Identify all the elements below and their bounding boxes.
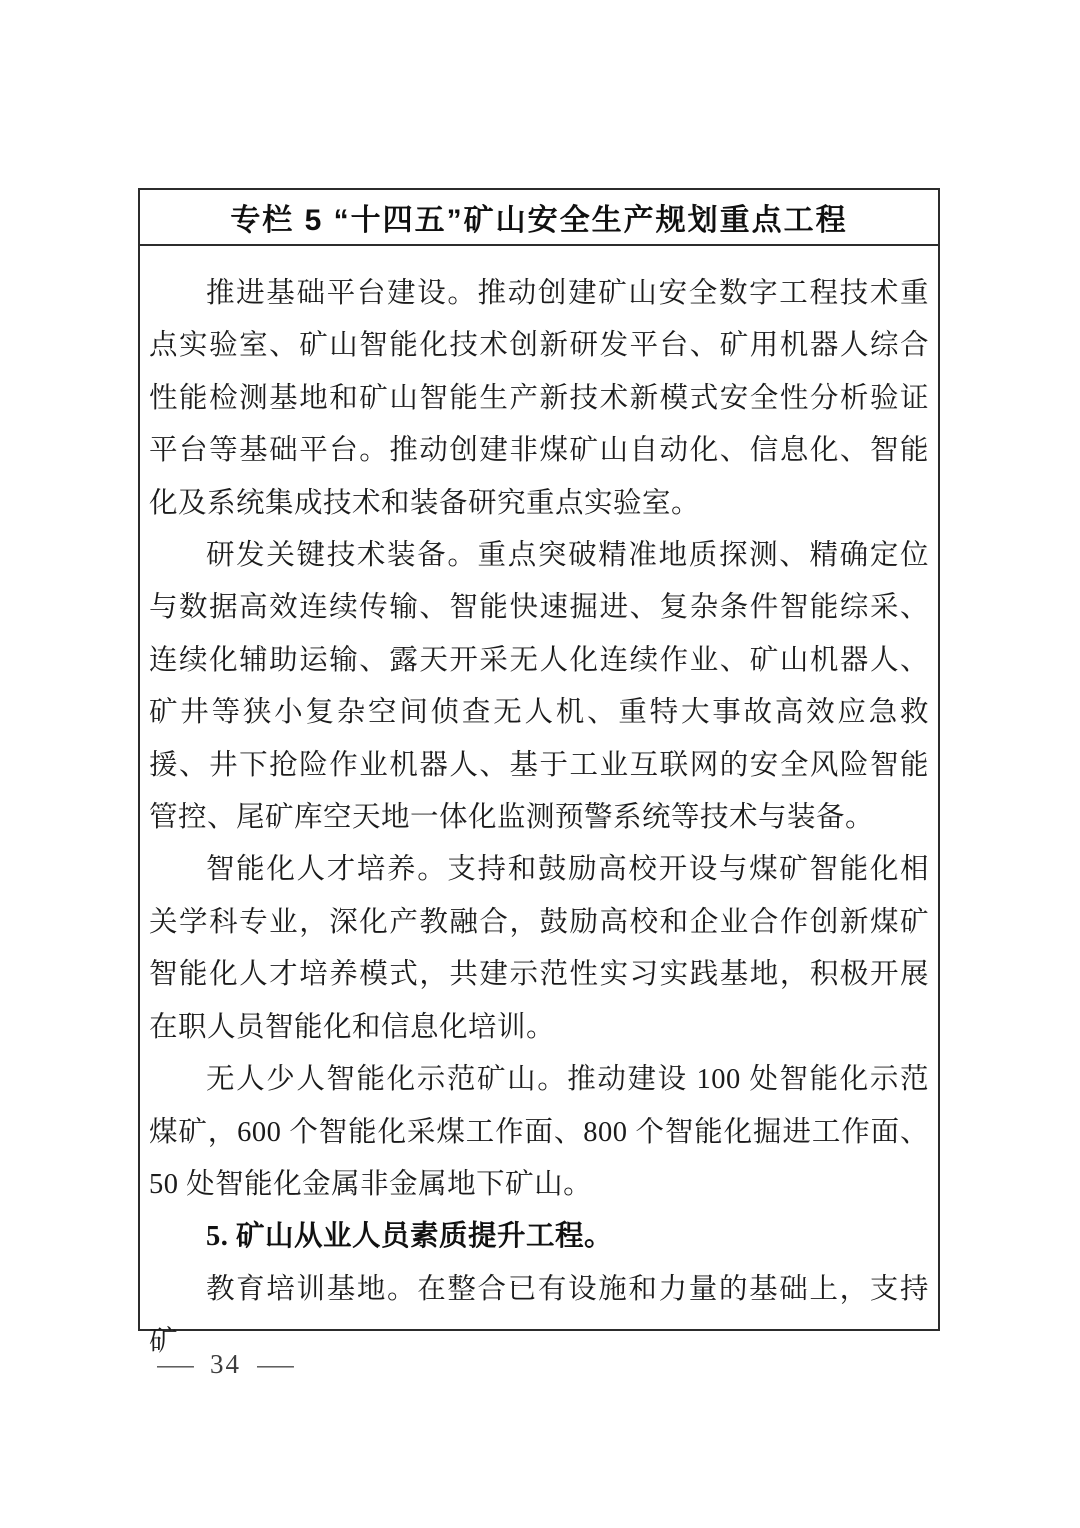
footer-right-dash: — xyxy=(257,1349,294,1379)
box-body xyxy=(140,246,938,1369)
highlight-box xyxy=(138,188,940,1358)
paragraph-demonstration-mines: 无人少人智能化示范矿山。推动建设 100 处智能化示范煤矿，600 个智能化采煤工作面、800 个智能化掘进工作面、50 处智能化金属非金属地下矿山。 xyxy=(149,1064,929,1200)
paragraph-heading-item5: 5. 矿山从业人员素质提升工程。 xyxy=(206,1221,614,1253)
paragraph-talent-training: 智能化人才培养。支持和鼓励高校开设与煤矿智能化相关学科专业，深化产教融合，鼓励高校和企业合作创新煤矿智能化人才培养模式，共建示范性实习实践基地，积极开展在职人员智能化和信息化培训。 xyxy=(149,854,929,1043)
paragraph-platform-construction: 推进基础平台建设。推动创建矿山安全数字工程技术重点实验室、矿山智能化技术创新研发平台、矿用机器人综合性能检测基地和矿山智能生产新技术新模式安全性分析验证平台等基础平台。推动创建非煤矿山自动化、信息化、智能化及系统集成技术和装备研究重点实验室。 xyxy=(149,278,929,519)
page-number xyxy=(157,1349,294,1380)
paragraph-key-technology: 研发关键技术装备。重点突破精准地质探测、精确定位与数据高效连续传输、智能快速掘进、复杂条件智能综采、连续化辅助运输、露天开采无人化连续作业、矿山机器人、矿井等狭小复杂空间侦查无人机、重特大事故高效应急救援、井下抢险作业机器人、基于工业互联网的安全风险智能管控、尾矿库空天地一体化监测预警系统等技术与装备。 xyxy=(149,540,929,834)
paragraph-education-base: 教育培训基地。在整合已有设施和力量的基础上，支持矿 xyxy=(149,1273,929,1358)
footer-page-number: 34 xyxy=(210,1349,241,1379)
box-title: 专栏 5 “十四五”矿山安全生产规划重点工程 xyxy=(140,190,938,246)
footer-left-dash: — xyxy=(157,1349,194,1379)
